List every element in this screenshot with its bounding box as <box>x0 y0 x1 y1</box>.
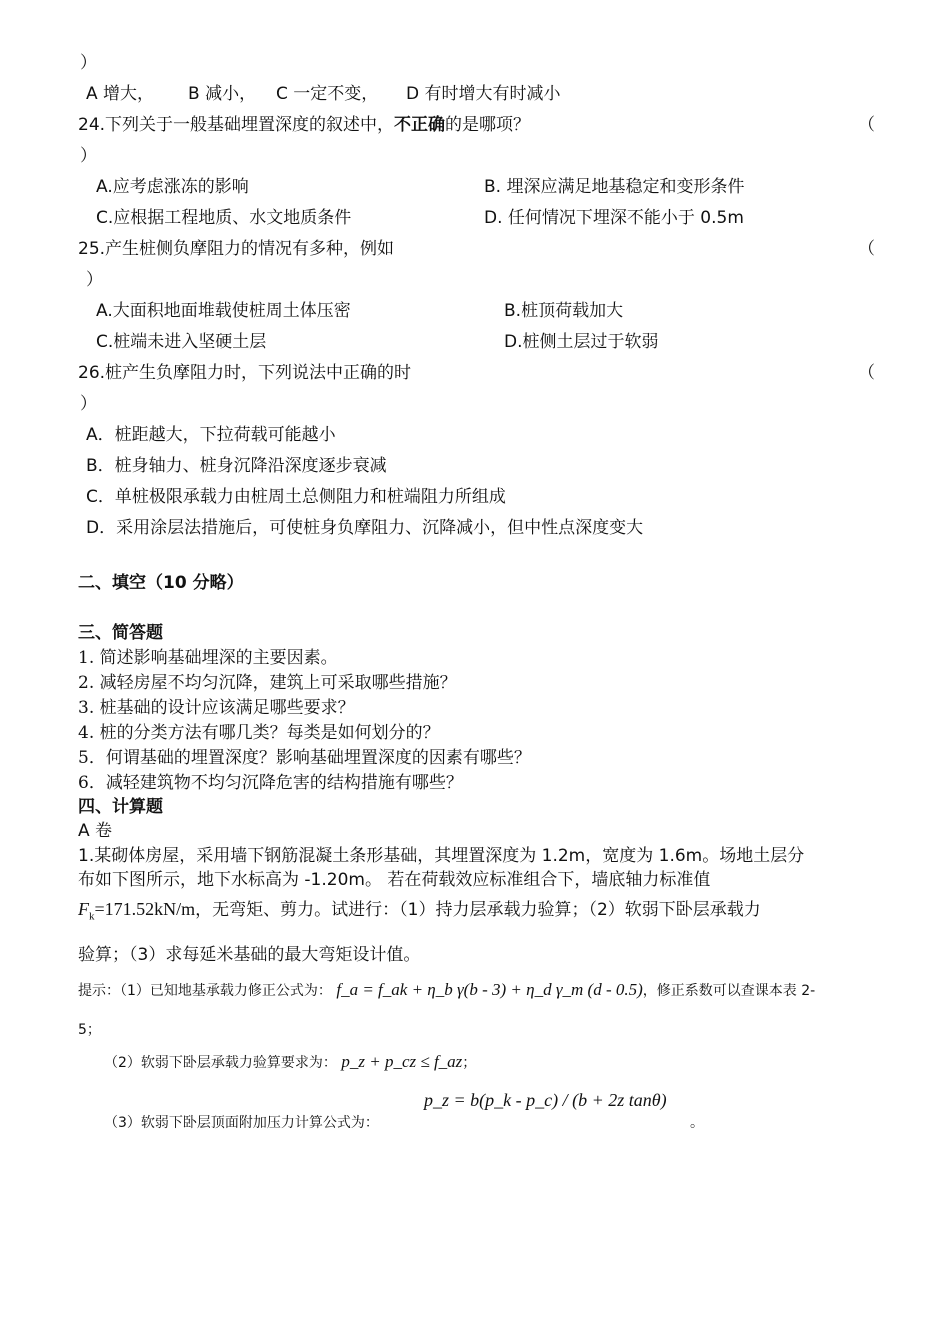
q26-paren-open: （ <box>858 363 875 383</box>
q23-option-b: B 减小， <box>188 84 257 104</box>
q26-option-a: A．桩距越大，下拉荷载可能越小 <box>86 425 336 445</box>
q23-option-c: C 一定不变， <box>276 84 379 104</box>
section3-item-5: 5．何谓基础的埋置深度？影响基础埋置深度的因素有哪些？ <box>78 748 531 768</box>
q26-stem: 26.桩产生负摩阻力时，下列说法中正确的时 <box>78 363 412 383</box>
force-formula: $F_k=171.52kN/m$ <box>78 899 196 923</box>
section2-title: 二、填空（10 分略） <box>78 573 244 593</box>
weak-layer-check-formula: p_z + p_cz ≤ f_az <box>341 1052 463 1071</box>
q24-option-b: B. 埋深应满足地基稳定和变形条件 <box>484 177 745 197</box>
section3-title: 三、简答题 <box>78 623 163 643</box>
section3-item-2: 2. 减轻房屋不均匀沉降，建筑上可采取哪些措施？ <box>78 673 457 693</box>
q26-option-c: C．单桩极限承载力由桩周土总侧阻力和桩端阻力所组成 <box>86 487 506 507</box>
hint-1: 提示：（1）已知地基承载力修正公式为： f_a = f_ak + η_b γ(b - 3) + η_d γ_m (d - 0.5)，修正系数可以查课本表 2- <box>78 980 816 999</box>
q25-option-a: A.大面积地面堆载使桩周土体压密 <box>96 301 351 321</box>
problem-line-4: 验算；（3）求每延米基础的最大弯矩设计值。 <box>78 945 421 965</box>
q25-paren-open: （ <box>858 239 875 259</box>
q24-option-a: A.应考虑涨冻的影响 <box>96 177 249 197</box>
q26-option-b: B．桩身轴力、桩身沉降沿深度逐步衰减 <box>86 456 387 476</box>
q25-stem: 25.产生桩侧负摩阻力的情况有多种，例如 <box>78 239 395 259</box>
q23-option-d: D 有时增大有时减小 <box>406 84 561 104</box>
q24-paren-close: ） <box>80 146 97 166</box>
hint-2: （2）软弱下卧层承载力验算要求为： p_z + p_cz ≤ f_az； <box>104 1052 477 1071</box>
q24-paren-open: （ <box>858 115 875 135</box>
q24-option-c: C.应根据工程地质、水文地质条件 <box>96 208 352 228</box>
q25-option-d: D.桩侧土层过于软弱 <box>504 332 659 352</box>
q24-stem-emphasis: 不正确 <box>394 115 446 135</box>
hint-1-cont: 5； <box>78 1022 101 1038</box>
q26-paren-close: ） <box>80 394 97 414</box>
problem-line-3: $F_k=171.52kN/m$，无弯矩、剪力。试进行：（1）持力层承载力验算；（2）软弱下卧层承载力 <box>78 899 761 923</box>
q23-paren-close: ） <box>80 53 97 73</box>
q25-option-c: C.桩端未进入坚硬土层 <box>96 332 267 352</box>
section3-item-6: 6．减轻建筑物不均匀沉降危害的结构措施有哪些？ <box>78 773 463 793</box>
problem-line-2: 布如下图所示，地下水标高为 -1.20m。 若在荷载效应标准组合下，墙底轴力标准值 <box>78 870 711 890</box>
section4-volume: A 卷 <box>78 821 113 841</box>
hint-3-text: （3）软弱下卧层顶面附加压力计算公式为： <box>104 1115 379 1131</box>
q24-option-d: D. 任何情况下埋深不能小于 0.5m <box>484 208 744 228</box>
section3-item-4: 4. 桩的分类方法有哪几类？每类是如何划分的？ <box>78 723 440 743</box>
q25-paren-close: ） <box>86 270 103 290</box>
section3-item-1: 1. 简述影响基础埋深的主要因素。 <box>78 648 338 668</box>
q26-option-d: D．采用涂层法措施后，可使桩身负摩阻力、沉降减小，但中性点深度变大 <box>86 518 644 538</box>
problem-line-1: 1.某砌体房屋，采用墙下钢筋混凝土条形基础，其埋置深度为 1.2m，宽度为 1.6m。场地土层分 <box>78 846 805 866</box>
additional-pressure-formula: p_z = b(p_k - p_c) / (b + 2z tanθ) <box>424 1090 667 1110</box>
q25-option-b: B.桩顶荷载加大 <box>504 301 624 321</box>
q23-option-a: A 增大， <box>86 84 155 104</box>
bearing-capacity-formula: f_a = f_ak + η_b γ(b - 3) + η_d γ_m (d - 0.5) <box>336 980 643 999</box>
section3-item-3: 3. 桩基础的设计应该满足哪些要求？ <box>78 698 355 718</box>
q24-stem: 24.下列关于一般基础埋置深度的叙述中，不正确的是哪项？ <box>78 115 531 135</box>
section4-title: 四、计算题 <box>78 797 163 817</box>
hint-3-end: 。 <box>690 1115 704 1131</box>
